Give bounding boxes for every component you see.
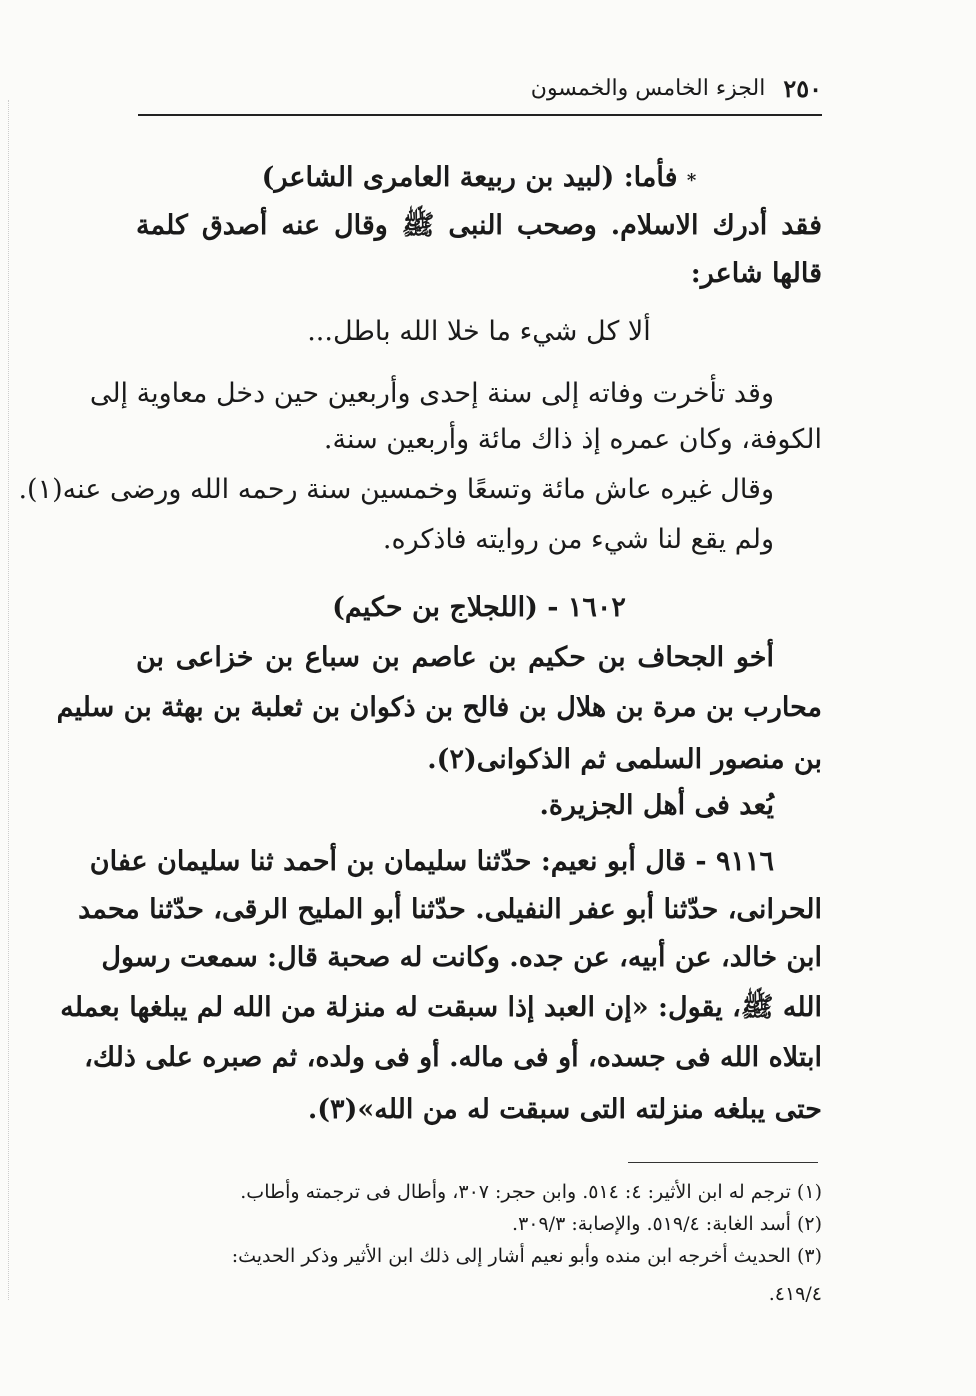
page-number: ٢٥٠ [783, 73, 822, 103]
footnote-3: (٣) الحديث أخرجه ابن منده وأبو نعيم أشار إلى ذلك ابن الأثير وذكر الحديث: [231, 1245, 822, 1267]
paragraph-line: فقد أدرك الاسلام. وصحب النبى ﷺ وقال عنه أصدق كلمة [136, 210, 822, 241]
footnote-rule [628, 1162, 818, 1163]
hadith-line: ابن خالد، عن أبيه، عن جده. وكانت له صحبة قال: سمعت رسول [101, 942, 822, 973]
running-header [138, 66, 822, 110]
paragraph-line: قالها شاعر: [690, 258, 822, 289]
paragraph-line: وقد تأخرت وفاته إلى سنة إحدى وأربعين حين دخل معاوية إلى [89, 378, 774, 409]
paragraph-line: أخو الجحاف بن حكيم بن عاصم بن سباع بن خزاعى بن [136, 642, 774, 673]
paragraph-line: ولم يقع لنا شيء من روايته فاذكره. [382, 524, 774, 555]
entry-heading-lajlaj: ١٦٠٢ - (اللجلاج بن حكيم) [332, 592, 626, 623]
header-rule [138, 114, 822, 116]
paragraph-line: بن منصور السلمى ثم الذكوانى(٢). [427, 744, 822, 775]
verse-line: ألا كل شيء ما خلا الله باطل... [307, 316, 651, 347]
paragraph-line: الكوفة، وكان عمره إذ ذاك مائة وأربعين سنة. [323, 424, 822, 455]
hadith-line: حتى يبلغه منزلته التى سبقت له من الله»(٣). [307, 1094, 822, 1125]
asterisk-icon: * [686, 170, 697, 191]
hadith-line: ابتلاه الله فى جسده، أو فى ماله. أو فى ولده، ثم صبره على ذلك، [84, 1042, 822, 1073]
paragraph-line: محارب بن مرة بن هلال بن فالح بن ذكوان بن ثعلبة بن بهثة بن سليم [56, 692, 822, 723]
hadith-line: الحرانى، حدّثنا أبو عفر النفيلى. حدّثنا أبو المليح الرقى، حدّثنا محمد [78, 894, 822, 925]
running-title: الجزء الخامس والخمسون [530, 75, 766, 101]
hadith-line: ٩١١٦ - قال أبو نعيم: حدّثنا سليمان بن أحمد ثنا سليمان عفان [89, 846, 774, 877]
paragraph-line: يُعد فى أهل الجزيرة. [539, 790, 774, 821]
entry-heading-text: فأما: (لبيد بن ربيعة العامرى الشاعر) [261, 162, 678, 193]
scan-margin-dots [8, 100, 11, 1300]
footnote-3-continuation: ٤١٩/٤. [768, 1283, 822, 1305]
footnote-1: (١) ترجم له ابن الأثير: ٤: ٥١٤. وابن حجر: ٣٠٧، وأطال فى ترجمته وأطاب. [240, 1181, 822, 1203]
entry-heading-labid [136, 156, 822, 202]
paragraph-line: وقال غيره عاش مائة وتسعًا وخمسين سنة رحمه الله ورضى عنه(١). [18, 474, 774, 505]
hadith-line: الله ﷺ، يقول: «إن العبد إذا سبقت له منزلة من الله لم يبلغها بعمله [60, 992, 822, 1023]
footnote-2: (٢) أسد الغابة: ٥١٩/٤. والإصابة: ٣٠٩/٣. [512, 1213, 822, 1235]
